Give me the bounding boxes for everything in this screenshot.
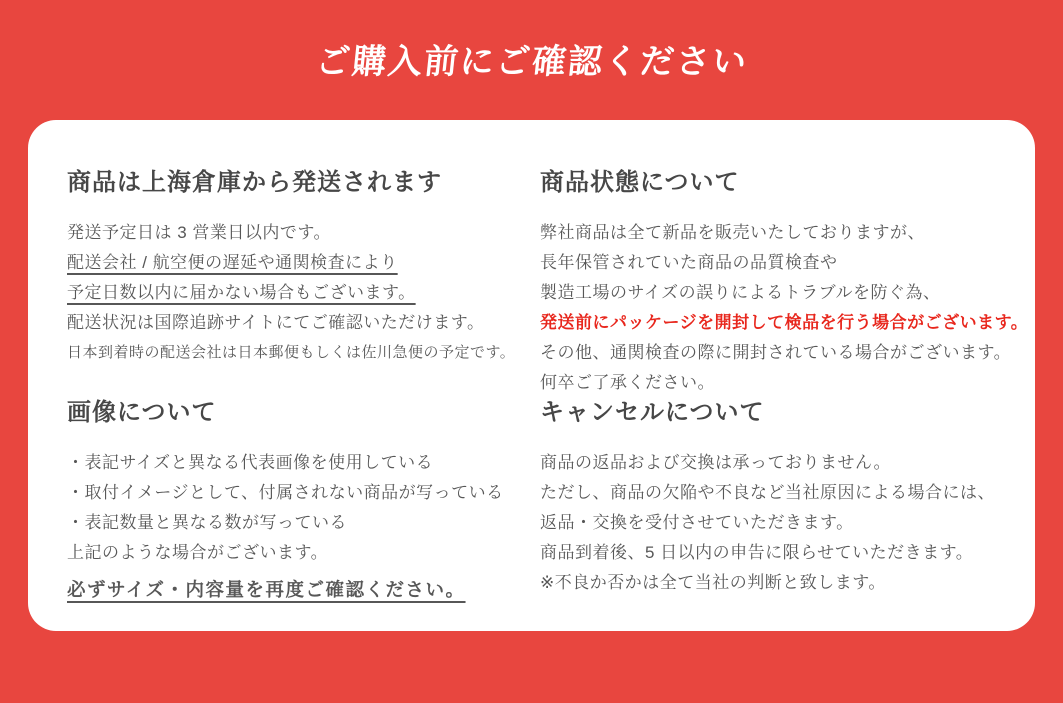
images-line: ・表記数量と異なる数が写っている [67,513,347,532]
section-images-heading: 画像について [67,399,217,426]
section-condition [540,168,1028,398]
condition-line: 長年保管されていた商品の品質検査や [540,253,838,272]
condition-line: 弊社商品は全て新品を販売いたしておりますが、 [540,223,925,242]
condition-line: 何卒ご了承ください。 [540,373,715,392]
images-line: ・取付イメージとして、付属されない商品が写っている [67,483,504,502]
section-condition-heading: 商品状態について [540,169,740,196]
cancel-line: ただし、商品の欠陥や不良など当社原因による場合には、 [540,483,995,502]
images-line-emphasis: 必ずサイズ・内容量を再度ご確認ください。 [67,579,466,600]
condition-line: その他、通関検査の際に開封されている場合がございます。 [540,343,1012,362]
cancel-line: 商品の返品および交換は承っておりません。 [540,453,892,472]
images-line: 上記のような場合がございます。 [67,543,329,562]
section-cancel-heading: キャンセルについて [540,399,765,426]
page-title-text: ご購入前にご確認ください [313,43,750,81]
condition-line: 製造工場のサイズの誤りによるトラブルを防ぐ為、 [540,283,941,302]
section-shipping [67,168,540,398]
shipping-line: 発送予定日は 3 営業日以内です。 [67,223,332,242]
page-title [0,42,1063,82]
cancel-line: 返品・交換を受付させていただきます。 [540,513,854,532]
shipping-line-underlined: 予定日数以内に届かない場合もございます。 [67,283,416,302]
shipping-line: 配送状況は国際追跡サイトにてご確認いただけます。 [67,313,485,332]
shipping-line-underlined: 配送会社 / 航空便の遅延や通関検査により [67,253,398,272]
section-cancel [540,398,1028,605]
notice-card [28,120,1035,631]
cancel-line: ※不良か否かは全て当社の判断と致します。 [540,573,886,592]
section-images [67,398,540,605]
cancel-line: 商品到着後、5 日以内の申告に限らせていただきます。 [540,543,974,562]
condition-line-alert: 発送前にパッケージを開封して検品を行う場合がございます。 [540,313,1029,332]
section-shipping-heading: 商品は上海倉庫から発送されます [67,169,442,196]
images-line: ・表記サイズと異なる代表画像を使用している [67,453,434,472]
shipping-line-small: 日本到着時の配送会社は日本郵便もしくは佐川急便の予定です。 [67,344,516,361]
